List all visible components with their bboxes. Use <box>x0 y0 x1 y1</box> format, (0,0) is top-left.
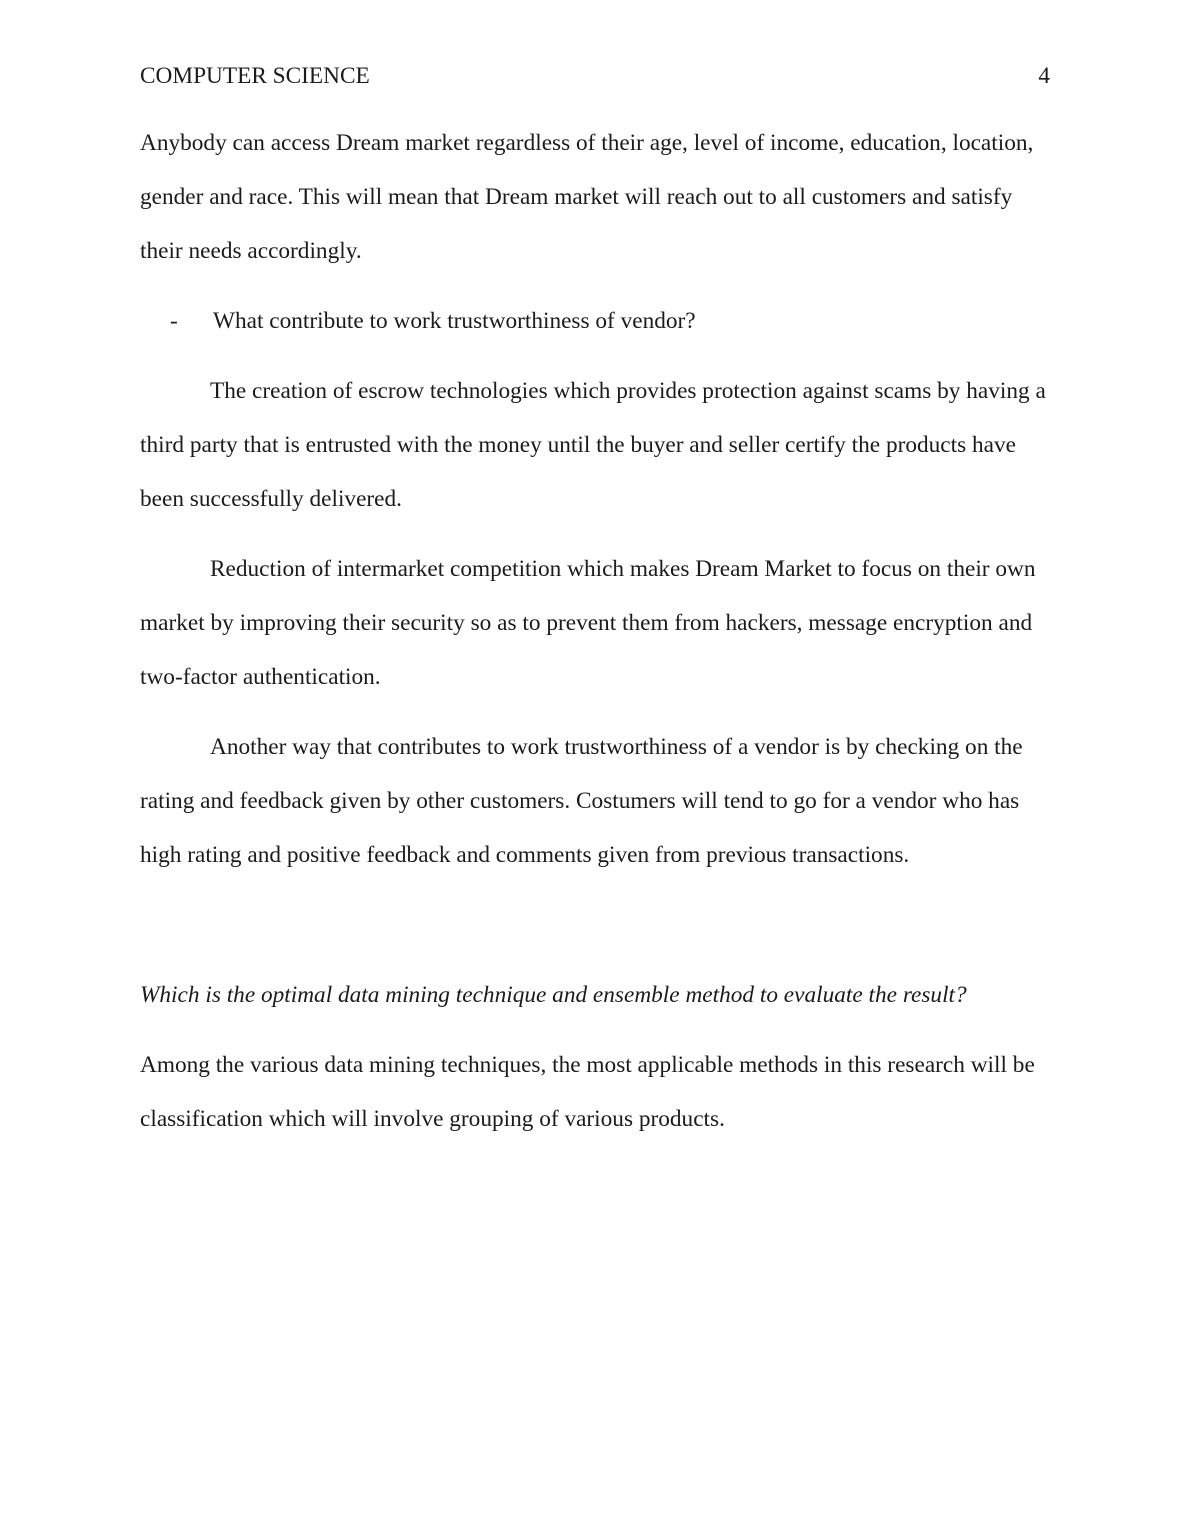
blank-line-spacer <box>140 898 1050 952</box>
bullet-question-text: What contribute to work trustworthiness of vendor? <box>213 308 696 334</box>
paragraph-access-dream-market: Anybody can access Dream market regardless of their age, level of income, education, location, gender and race. This will mean that Dream market will reach out to all customers and satisfy their needs accordingly. <box>140 130 1034 264</box>
document-body <box>140 116 1050 1146</box>
page-header <box>140 62 1050 90</box>
question-optimal-data-mining: Which is the optimal data mining technique and ensemble method to evaluate the result? <box>140 982 967 1008</box>
page-number: 4 <box>1038 63 1050 89</box>
paragraph-classification-method: Among the various data mining techniques, the most applicable methods in this research will be classification which will involve grouping of various products. <box>140 1052 1035 1132</box>
paragraph-intermarket-competition: Reduction of intermarket competition which makes Dream Market to focus on their own market by improving their security so as to prevent them from hackers, message encryption and two-factor authentication. <box>140 556 1036 690</box>
bullet-dash-marker: - <box>170 308 178 334</box>
paragraph-escrow-technologies: The creation of escrow technologies which provides protection against scams by having a third party that is entrusted with the money until the buyer and seller certify the products have been successfully delivered. <box>140 378 1046 512</box>
bullet-question-line <box>140 294 1050 348</box>
paragraph-rating-feedback: Another way that contributes to work trustworthiness of a vendor is by checking on the rating and feedback given by other customers. Costumers will tend to go for a vendor who has high rating and positive feedback and comments given from previous transactions. <box>140 734 1023 868</box>
running-head-title: COMPUTER SCIENCE <box>140 63 370 89</box>
